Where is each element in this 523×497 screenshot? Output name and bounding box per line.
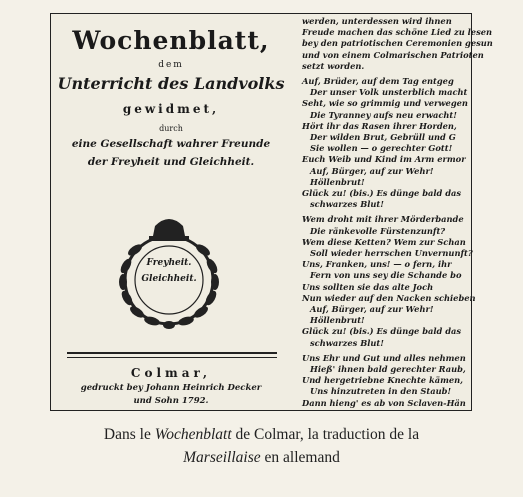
wreath-vignette	[99, 214, 239, 332]
verse-line: und von einem Colmarischen Patrioten	[302, 49, 484, 60]
caption-italic: Wochenblatt	[154, 426, 232, 443]
caption-line-1	[0, 426, 523, 444]
dem-line: dem	[158, 60, 184, 70]
verse-line: Dann hieng' es ab von Sclaven-Hän	[302, 397, 466, 408]
vignette-gleichheit: Gleichheit.	[141, 274, 197, 284]
verse-line: Sie wollen — o gerechter Gott!	[310, 143, 453, 154]
document-scan	[50, 13, 493, 411]
verse-line: Die ränkevolle Fürstenzunft?	[310, 225, 446, 236]
verse-line: schwarzes Blut!	[310, 337, 384, 348]
place-line: Colmar,	[130, 366, 212, 380]
freyheit-line: der Freyheit und Gleichheit.	[87, 156, 255, 168]
verse-line: bey den patriotischen Ceremonien gesun	[302, 38, 493, 49]
wreath-icon	[99, 214, 239, 332]
caption-text: de Colmar, la traduction de la	[231, 426, 420, 443]
divider-rule-thin	[67, 357, 277, 358]
vignette-freyheit: Freyheit.	[146, 258, 192, 268]
verse-line: Fern von uns sey die Schande bo	[310, 270, 462, 281]
verse-line: Die Tyranney aufs neu erwacht!	[310, 109, 457, 120]
caption-text: Dans le	[103, 426, 155, 443]
verse-line: Nun wieder auf den Nacken schieben	[302, 292, 476, 303]
verse-line: Auf, Bürger, auf zur Wehr!	[310, 304, 434, 314]
verse-line: Hieß' ihnen bald gerechter Raub,	[310, 364, 466, 374]
text-page	[297, 14, 493, 409]
durch-line: durch	[159, 124, 183, 133]
verse-line: Wem diese Ketten? Wem zur Schan	[302, 236, 466, 247]
caption-italic: Marseillaise	[183, 449, 261, 466]
verse-line: Uns, Franken, uns! — o fern, ihr	[302, 259, 452, 270]
verse-line: Soll wieder herrschen Unvernunft?	[310, 248, 473, 258]
masthead-title: Wochenblatt,	[72, 26, 270, 55]
verse-line: werden, unterdessen wird ihnen	[302, 16, 452, 26]
verse-line: Seht, wie so grimmig und verwegen	[302, 98, 468, 109]
verse-line: Höllenbrut!	[310, 315, 365, 326]
verse-line: Glück zu! (bis.) Es dünge bald das	[302, 326, 462, 337]
verse-line: setzt worden.	[302, 60, 365, 71]
verse-line: Höllenbrut!	[310, 176, 365, 187]
verse-line: schwarzes Blut!	[310, 199, 384, 210]
verse-line: Hört ihr das Rasen ihrer Horden,	[302, 120, 457, 131]
verse-line: Auf, Bürger, auf zur Wehr!	[310, 165, 434, 176]
verse-line: Auf, Brüder, auf dem Tag entgeg	[302, 76, 454, 86]
verse-line: Uns Ehr und Gut und alles nehmen	[302, 352, 466, 363]
caption-line-2	[0, 449, 523, 467]
year-line: und Sohn 1792.	[133, 396, 209, 406]
caption-text: en allemand	[260, 449, 340, 466]
verse-line: Glück zu! (bis.) Es dünge bald das	[302, 188, 462, 198]
verse-line: Der wilden Brut, Gebrüll und G	[310, 132, 456, 142]
verse-line: Wem droht mit ihrer Mörderbande	[302, 214, 464, 225]
gesellschaft-line: eine Gesellschaft wahrer Freunde	[71, 138, 271, 150]
title-page	[51, 14, 291, 409]
divider-rule	[67, 352, 277, 354]
verse-line: Euch Weib und Kind im Arm ermor	[302, 154, 466, 165]
verse-line: Uns sollten sie das alte Joch	[302, 281, 434, 292]
verse-line: Und hergetriebne Knechte kämen,	[302, 375, 464, 386]
verse-line: Uns hinzutreten in den Staub!	[310, 386, 452, 397]
verse-line: Der unser Volk unsterblich macht	[310, 87, 468, 98]
unterricht-line: Unterricht des Landvolks	[57, 74, 285, 93]
printer-line: gedruckt bey Johann Heinrich Decker	[80, 383, 262, 393]
verse-line: Freude machen das schöne Lied zu lesen	[302, 27, 493, 38]
gewidmet-line: gewidmet,	[122, 102, 220, 116]
